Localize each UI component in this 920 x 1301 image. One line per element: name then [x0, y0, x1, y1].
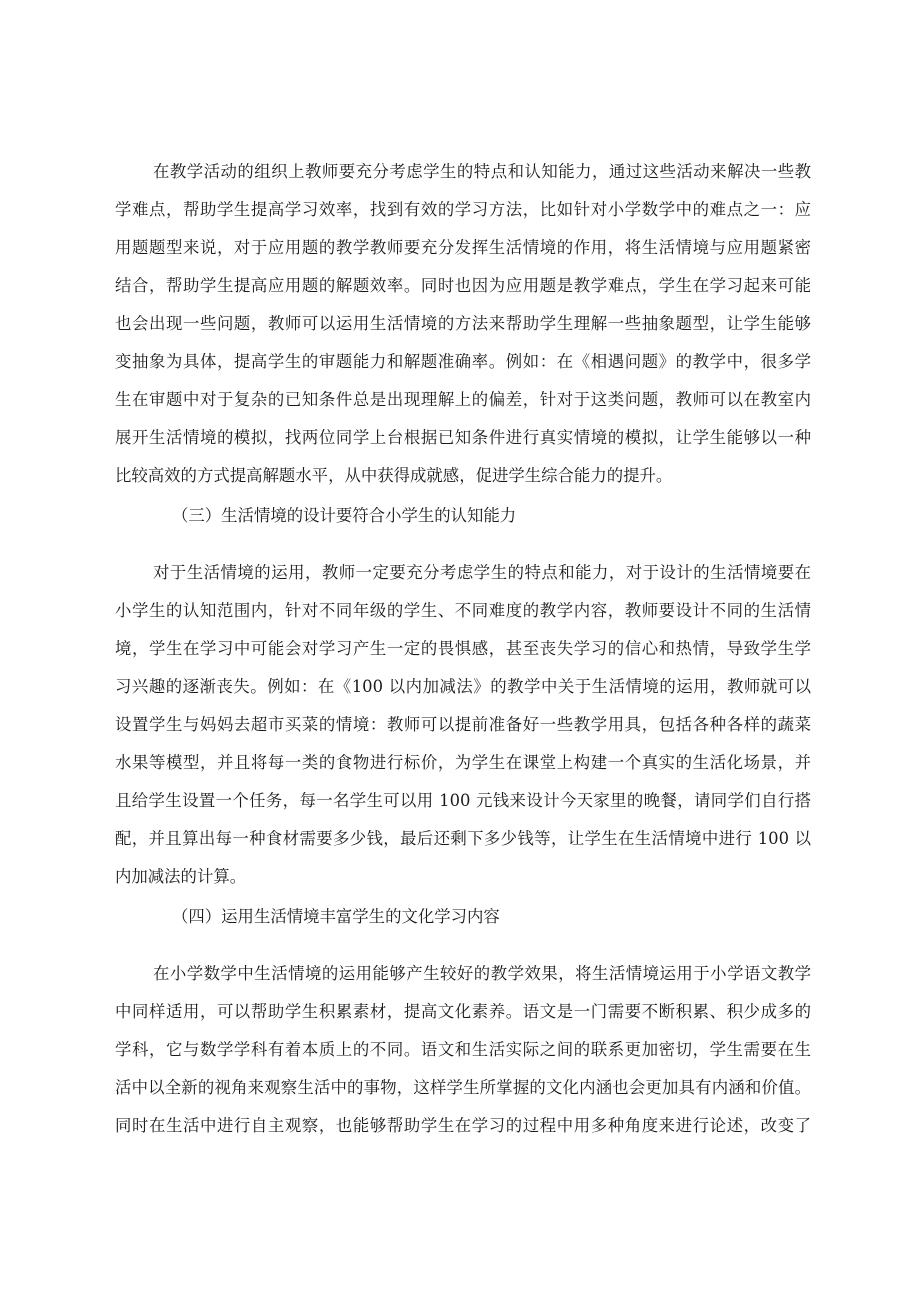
paragraph-line: 境，学生在学习中可能会对学习产生一定的畏惧感，甚至丧失学习的信心和热情，导致学生学	[115, 639, 811, 658]
paragraph-life-situation-application	[115, 153, 811, 495]
paragraph-line: 中同样适用，可以帮助学生积累素材，提高文化素养。语文是一门需要不断积累、积少成多的	[115, 1002, 811, 1021]
paragraph-line: 配，并且算出每一种食材需要多少钱，最后还剩下多少钱等，让学生在生活情境中进行 100 以	[115, 829, 811, 848]
paragraph-line: 用题题型来说，对于应用题的教学教师要充分发挥生活情境的作用，将生活情境与应用题紧密	[115, 238, 811, 257]
paragraph-cultural-learning	[115, 955, 811, 1145]
paragraph-line: 活中以全新的视角来观察生活中的事物，这样学生所掌握的文化内涵也会更加具有内涵和价值。	[115, 1078, 811, 1097]
paragraph-line: 生在审题中对于复杂的已知条件总是出现理解上的偏差，针对于这类问题，教师可以在教室内	[115, 390, 811, 409]
paragraph-line: 学难点，帮助学生提高学习效率，找到有效的学习方法，比如针对小学数学中的难点之一：应	[115, 200, 811, 219]
paragraph-line: 内加减法的计算。	[115, 867, 247, 886]
section-heading-3: （三）生活情境的设计要符合小学生的认知能力	[172, 506, 517, 525]
paragraph-line: 在教学活动的组织上教师要充分考虑学生的特点和认知能力，通过这些活动来解决一些教	[153, 162, 811, 181]
paragraph-line: 也会出现一些问题，教师可以运用生活情境的方法来帮助学生理解一些抽象题型，让学生能够	[115, 314, 811, 333]
paragraph-line: 对于生活情境的运用，教师一定要充分考虑学生的特点和能力，对于设计的生活情境要在	[153, 563, 811, 582]
paragraph-line: 习兴趣的逐渐丧失。例如：在《100 以内加减法》的教学中关于生活情境的运用，教师就可以	[115, 677, 811, 696]
paragraph-line: 水果等模型，并且将每一类的食物进行标价，为学生在课堂上构建一个真实的生活化场景，并	[115, 753, 811, 772]
paragraph-line: 小学生的认知范围内，针对不同年级的学生、不同难度的教学内容，教师要设计不同的生活情	[115, 601, 811, 620]
paragraph-line: 展开生活情境的模拟，找两位同学上台根据已知条件进行真实情境的模拟，让学生能够以一种	[115, 428, 811, 447]
paragraph-line: 在小学数学中生活情境的运用能够产生较好的教学效果，将生活情境运用于小学语文教学	[153, 964, 811, 983]
paragraph-line: 比较高效的方式提高解题水平，从中获得成就感，促进学生综合能力的提升。	[115, 466, 673, 485]
section-heading-4: （四）运用生活情境丰富学生的文化学习内容	[172, 907, 500, 926]
paragraph-line: 结合，帮助学生提高应用题的解题效率。同时也因为应用题是教学难点，学生在学习起来可能	[115, 276, 811, 295]
paragraph-cognitive-ability	[115, 554, 811, 896]
paragraph-line: 变抽象为具体，提高学生的审题能力和解题准确率。例如：在《相遇问题》的教学中，很多学	[115, 352, 811, 371]
paragraph-line: 学科，它与数学学科有着本质上的不同。语文和生活实际之间的联系更加密切，学生需要在生	[115, 1040, 811, 1059]
paragraph-line: 设置学生与妈妈去超市买菜的情境：教师可以提前准备好一些教学用具，包括各种各样的蔬菜	[115, 715, 811, 734]
paragraph-line: 且给学生设置一个任务，每一名学生可以用 100 元钱来设计今天家里的晚餐，请同学们自行搭	[115, 791, 811, 810]
paragraph-line: 同时在生活中进行自主观察，也能够帮助学生在学习的过程中用多种角度来进行论述，改变了	[115, 1116, 811, 1135]
